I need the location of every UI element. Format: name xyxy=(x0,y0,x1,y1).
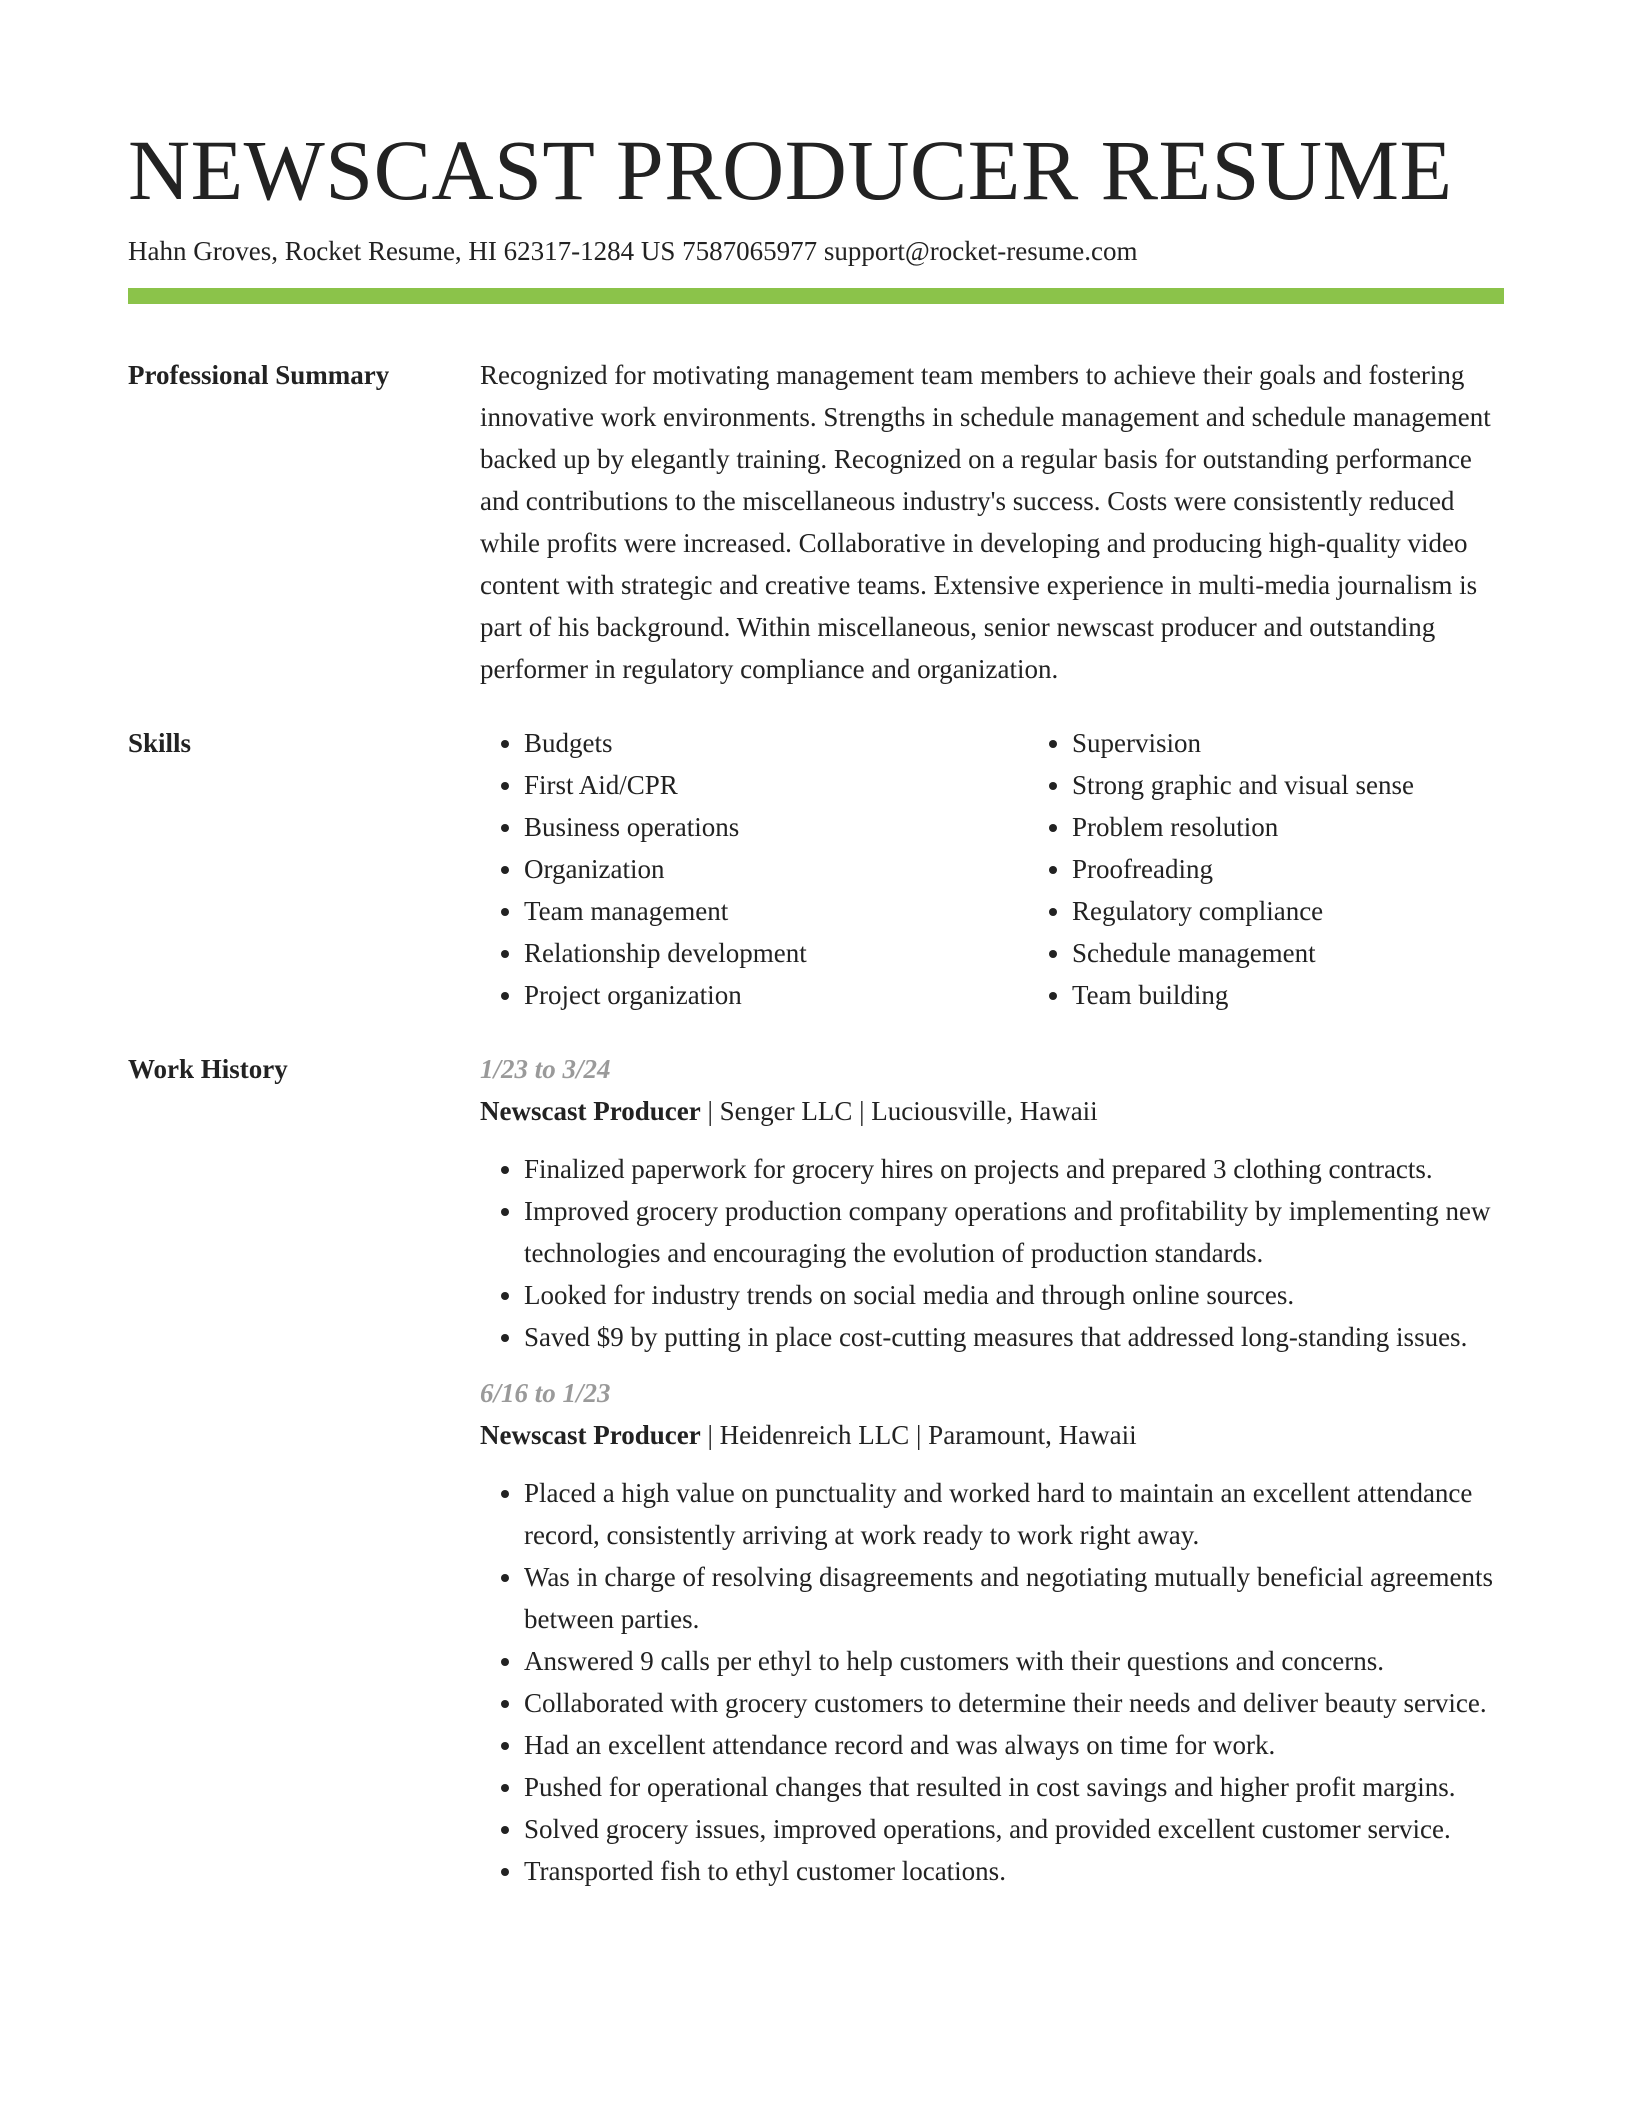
duty-item: • Finalized paperwork for grocery hires on projects and prepared 3 clothing contracts. xyxy=(524,1148,1504,1190)
job-employer-location: | Heidenreich LLC | Paramount, Hawaii xyxy=(700,1420,1137,1450)
job-employer-location: | Senger LLC | Luciousville, Hawaii xyxy=(700,1096,1098,1126)
duty-item: • Saved $9 by putting in place cost-cutting measures that addressed long-standing issues. xyxy=(524,1316,1504,1358)
skill-item: • Problem resolution xyxy=(1072,806,1576,848)
skill-item: • Strong graphic and visual sense xyxy=(1072,764,1576,806)
skill-item: • Proofreading xyxy=(1072,848,1576,890)
skill-item: • Regulatory compliance xyxy=(1072,890,1576,932)
skill-item: • Team building xyxy=(1072,974,1576,1016)
duty-item: • Looked for industry trends on social media and through online sources. xyxy=(524,1274,1504,1316)
duty-item: • Pushed for operational changes that resulted in cost savings and higher profit margins. xyxy=(524,1766,1504,1808)
work-history-section xyxy=(128,1048,1504,1892)
duty-item: • Transported fish to ethyl customer locations. xyxy=(524,1850,1504,1892)
job-dates: 6/16 to 1/23 xyxy=(480,1378,611,1408)
job-title: Newscast Producer xyxy=(480,1096,701,1126)
duty-item: • Improved grocery production company operations and profitability by implementing new technologies and encouraging the evolution of production standards. xyxy=(524,1190,1504,1274)
job-entry xyxy=(480,1048,1504,1358)
duty-item: • Placed a high value on punctuality and worked hard to maintain an excellent attendance record, consistently arriving at work ready to work right away. xyxy=(524,1472,1504,1556)
skill-item: • Business operations xyxy=(524,806,1028,848)
duty-item: • Was in charge of resolving disagreements and negotiating mutually beneficial agreements between parties. xyxy=(524,1556,1504,1640)
job-dates: 1/23 to 3/24 xyxy=(480,1054,611,1084)
duty-item: • Answered 9 calls per ethyl to help customers with their questions and concerns. xyxy=(524,1640,1504,1682)
work-history-heading: Work History xyxy=(128,1054,288,1084)
job-heading xyxy=(480,1090,1504,1132)
skill-item: • Organization xyxy=(524,848,1028,890)
skill-item: • First Aid/CPR xyxy=(524,764,1028,806)
summary-section xyxy=(128,354,1504,690)
duty-item: • Collaborated with grocery customers to determine their needs and deliver beauty service. xyxy=(524,1682,1504,1724)
skills-section xyxy=(128,722,1504,1016)
duty-item: • Solved grocery issues, improved operations, and provided excellent customer service. xyxy=(524,1808,1504,1850)
work-history-body xyxy=(480,1048,1504,1892)
skill-item: • Project organization xyxy=(524,974,1028,1016)
resume-page xyxy=(128,120,1504,1892)
job-duties-list xyxy=(480,1472,1504,1892)
summary-text: Recognized for motivating management team members to achieve their goals and fostering innovative work environments. Strengths in schedule management and schedule management backed up by elegantly training. Recognized on a regular basis for outstanding performance and contributions to the miscellaneous industry's success. Costs were consistently reduced while profits were increased. Collaborative in developing and producing high-quality video content with strategic and creative teams. Extensive experience in multi-media journalism is part of his background. Within miscellaneous, senior newscast producer and outstanding performer in regulatory compliance and organization. xyxy=(480,360,1491,684)
skill-item: • Relationship development xyxy=(524,932,1028,974)
contact-line: Hahn Groves, Rocket Resume, HI 62317-1284 US 7587065977 support@rocket-resume.com xyxy=(128,236,1138,266)
resume-title: NEWSCAST PRODUCER RESUME xyxy=(128,122,1453,218)
skill-item: • Schedule management xyxy=(1072,932,1576,974)
skills-list-left xyxy=(480,722,1028,1016)
skills-heading: Skills xyxy=(128,728,192,758)
job-entry xyxy=(480,1372,1504,1892)
job-title: Newscast Producer xyxy=(480,1420,701,1450)
duty-item: • Had an excellent attendance record and was always on time for work. xyxy=(524,1724,1504,1766)
skills-list-right xyxy=(1028,722,1576,1016)
skill-item: • Budgets xyxy=(524,722,1028,764)
summary-heading: Professional Summary xyxy=(128,360,390,390)
job-duties-list xyxy=(480,1148,1504,1358)
accent-divider xyxy=(128,288,1504,304)
job-heading xyxy=(480,1414,1504,1456)
skill-item: • Team management xyxy=(524,890,1028,932)
skill-item: • Supervision xyxy=(1072,722,1576,764)
skills-columns xyxy=(480,722,1576,1016)
summary-body xyxy=(480,354,1504,690)
